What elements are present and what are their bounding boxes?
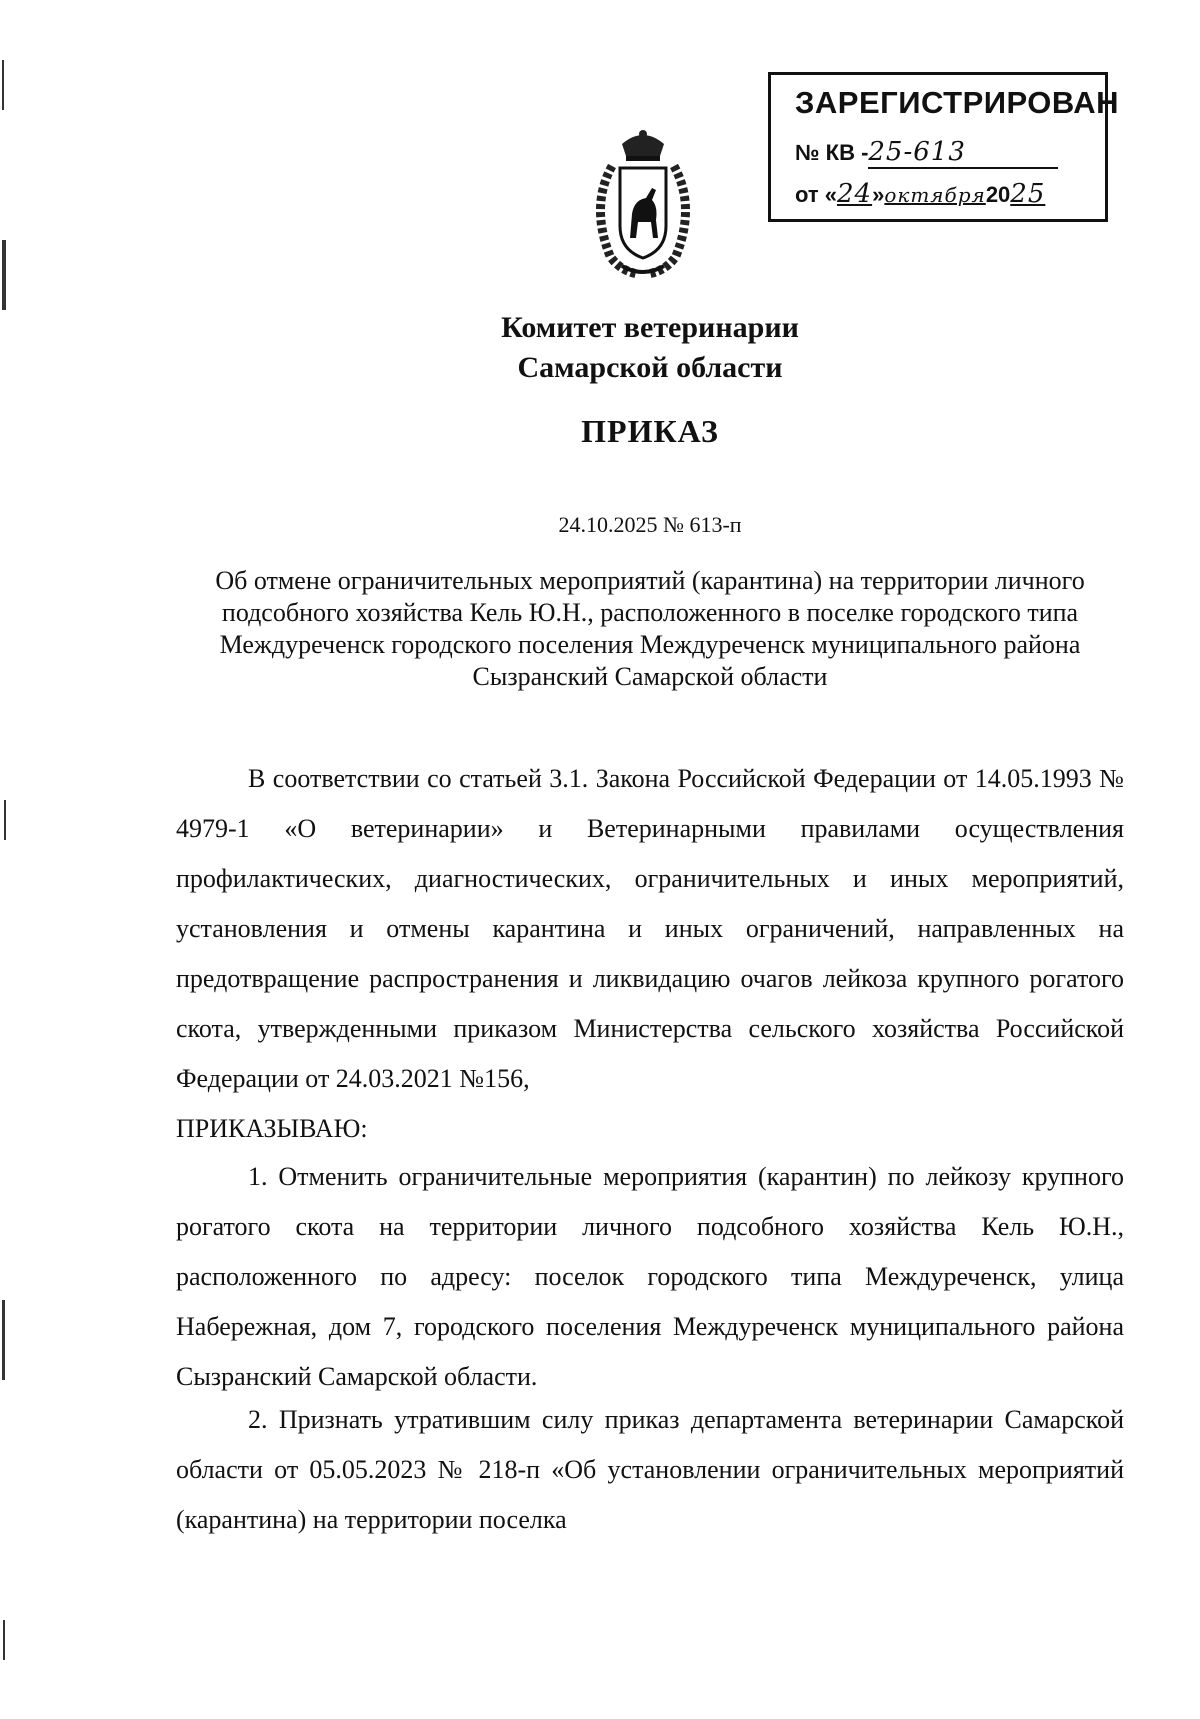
samara-coat-of-arms-icon — [582, 126, 704, 278]
scan-artifact — [2, 1300, 5, 1380]
stamp-date-month: октября — [884, 183, 986, 207]
order-item-1: 1. Отменить ограничительные мероприятия (карантин) по лейкозу крупного рогатого скота на территории личного подсобного хозяйства Кель Ю.Н., расположенного по адресу: поселок городского типа Междуреченск, улица Набережная, дом 7, городского поселения Междуреченск муниципального района Сызранский Самарской области. — [176, 1162, 1124, 1391]
document-date-number: 24.10.2025 № 613-п — [558, 512, 742, 537]
stamp-year-prefix: 20 — [985, 182, 1011, 207]
scan-artifact — [2, 60, 4, 110]
scan-artifact — [2, 240, 6, 310]
order-item-2: 2. Признать утратившим силу приказ департамента ветеринарии Самарской области от 05.05.2023 № 218-п «Об установлении ограничительных мероприятий (карантина) на территории поселка — [176, 1405, 1124, 1534]
preamble-block — [176, 754, 1124, 1154]
item-2-block — [176, 1395, 1124, 1545]
scan-artifact — [4, 800, 6, 840]
stamp-year: 25 — [1010, 179, 1046, 209]
stamp-title: ЗАРЕГИСТРИРОВАН — [795, 85, 1120, 120]
organization-name-line2: Самарской области — [517, 351, 783, 384]
order-word: ПРИКАЗЫВАЮ: — [176, 1114, 368, 1143]
preamble-paragraph: В соответствии со статьей 3.1. Закона Российской Федерации от 14.05.1993 № 4979-1 «О ветеринарии» и Ветеринарными правилами осуществления профилактических, диагностических, ограничительных и иных мероприятий, установления и отмены карантина и иных ограничений, направленных на предотвращение распространения и ликвидацию очагов лейкоза крупного рогатого скота, утвержденными приказом Министерства сельского хозяйства Российской Федерации от 24.03.2021 №156, — [176, 764, 1124, 1093]
scan-artifact — [3, 1620, 5, 1660]
stamp-number-handwritten: 25-613 — [868, 137, 966, 167]
stamp-date-prefix: от « — [795, 182, 838, 207]
item-1-block — [176, 1152, 1124, 1402]
document-subject: Об отмене ограничительных мероприятий (карантина) на территории личного подсобного хозяйства Кель Ю.Н., расположенного в поселке городского типа Междуреченск городского поселения Междуреченск муниципального района Сызранский Самарской области — [215, 566, 1085, 691]
stamp-date-day: 24 — [837, 179, 873, 209]
stamp-number-row — [795, 137, 1058, 169]
stamp-date-row — [795, 179, 1045, 209]
registration-stamp — [768, 72, 1120, 222]
document-type-title: ПРИКАЗ — [581, 413, 719, 449]
organization-name-line1: Комитет ветеринарии — [501, 311, 799, 344]
stamp-number-label: № КВ - — [795, 140, 869, 165]
stamp-date-mid: » — [872, 182, 885, 207]
